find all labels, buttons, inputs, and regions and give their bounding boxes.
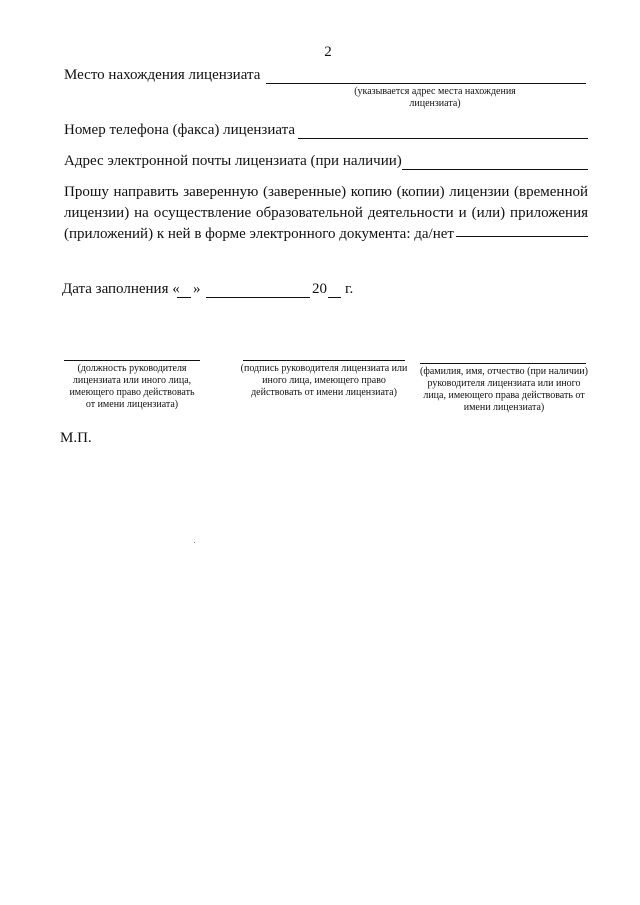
position-caption: (должность руководителя лицензиата или иного лица, имеющего право действовать от имени лицензиата): [69, 363, 195, 410]
date-year-field[interactable]: [328, 297, 341, 298]
request-text: Прошу направить заверенную (заверенные) копию (копии) лицензии (временной лицензии) на осуществление образовательной деятельности и (или) приложения (приложений) к ней в форме электронного документа: да/нет: [64, 184, 588, 242]
signature-field[interactable]: [243, 360, 405, 361]
location-hint: (указывается адрес места нахождения лицензиата): [354, 86, 516, 109]
seal-label: М.П.: [60, 430, 92, 446]
location-field[interactable]: [266, 83, 586, 84]
phone-label: Номер телефона (факса) лицензиата: [64, 122, 296, 138]
phone-field[interactable]: [298, 138, 588, 139]
name-field[interactable]: [420, 363, 586, 364]
date-day-field[interactable]: [177, 297, 191, 298]
request-answer-field[interactable]: [456, 236, 588, 237]
page-number: 2: [324, 44, 332, 60]
date-close-quote: »: [193, 281, 201, 297]
email-field[interactable]: [402, 169, 588, 170]
scan-speck: [194, 542, 195, 543]
date-year-prefix: 20: [312, 281, 327, 297]
signature-caption: (подпись руководителя лицензиата или иного лица, имеющего право действовать от имени лицензиата): [240, 363, 408, 398]
date-label: Дата заполнения «: [62, 281, 180, 297]
name-caption: (фамилия, имя, отчество (при наличии) руководителя лицензиата или иного лица, имеющего права действовать от имени лицензиата): [420, 366, 588, 413]
date-month-field[interactable]: [206, 297, 310, 298]
date-year-suffix: г.: [345, 281, 354, 297]
position-field[interactable]: [64, 360, 200, 361]
location-label: Место нахождения лицензиата: [64, 67, 261, 83]
email-label: Адрес электронной почты лицензиата (при наличии): [64, 153, 402, 169]
